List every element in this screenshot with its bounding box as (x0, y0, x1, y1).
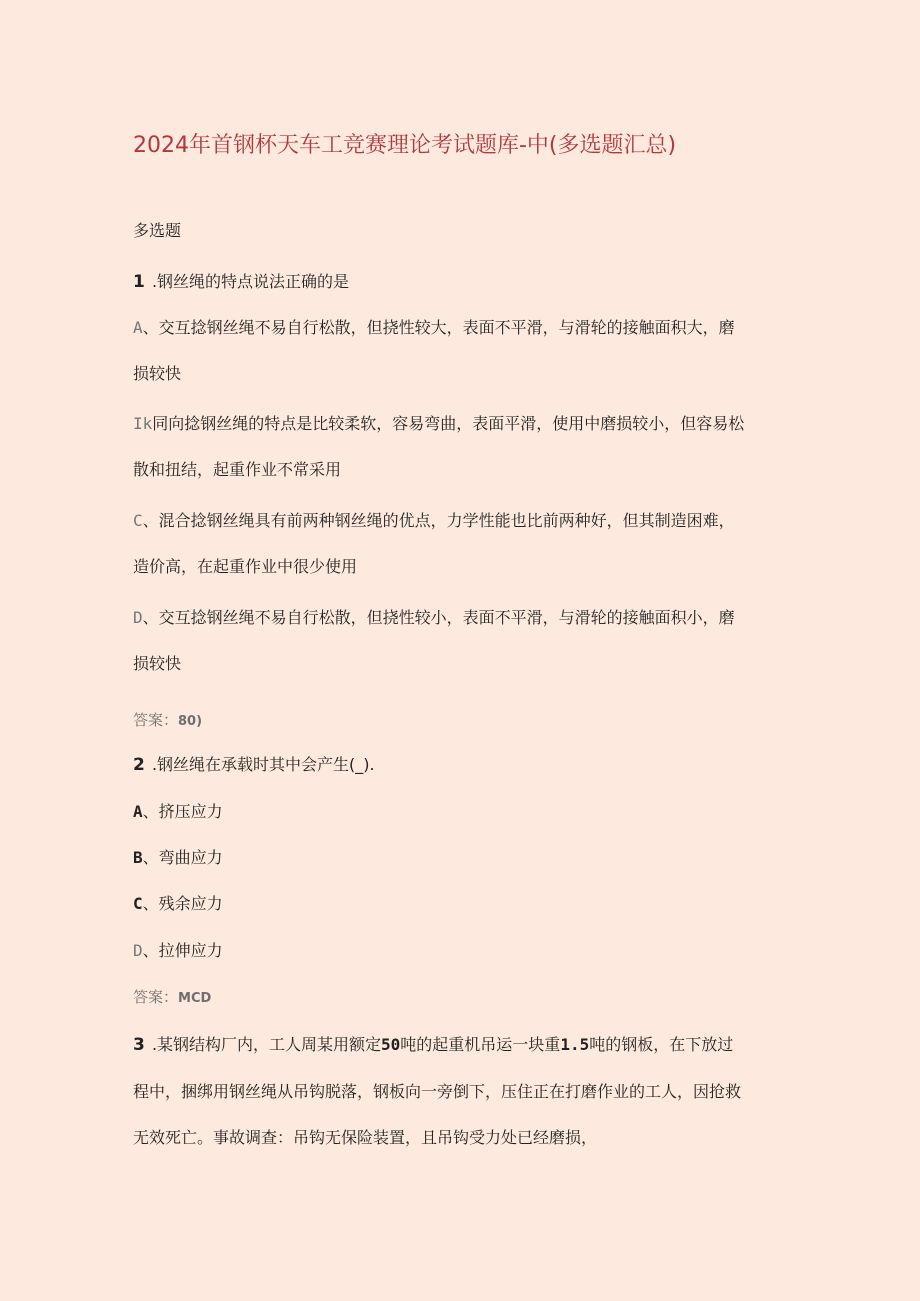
question-text: .钢丝绳的特点说法正确的是 (151, 272, 350, 291)
q1-option-c-line2: 造价高，在起重作业中很少使用 (133, 557, 358, 576)
question-text: 吨的起重机吊运一块重 (400, 1035, 561, 1054)
q2-option-d (133, 938, 223, 961)
option-letter: B (133, 848, 143, 867)
question-2-stem (133, 752, 375, 775)
q1-option-d-line1 (133, 605, 735, 628)
option-text: 、交互捻钢丝绳不易自行松散，但挠性较小，表面不平滑，与滑轮的接触面积小，磨 (142, 608, 735, 627)
document-title: 2024年首钢杯天车工竞赛理论考试题库-中(多选题汇总) (133, 133, 677, 158)
tonnage-value: 50 (381, 1035, 401, 1054)
option-letter: C (133, 894, 143, 913)
q2-option-a (133, 799, 223, 822)
option-letter: A (133, 318, 143, 337)
answer-value: 80) (178, 714, 203, 729)
answer-value: MCD (178, 991, 212, 1006)
question-text: .钢丝绳在承载时其中会产生(_). (151, 755, 375, 774)
option-text: 、交互捻钢丝绳不易自行松散，但挠性较大，表面不平滑，与滑轮的接触面积大，磨 (142, 318, 735, 337)
option-letter: C (133, 511, 143, 530)
q1-option-b-line2: 散和扭结，起重作业不常采用 (133, 460, 342, 479)
option-text: 、残余应力 (142, 894, 223, 913)
q1-option-a-line2: 损较快 (133, 364, 182, 383)
question-text: .某钢结构厂内，工人周某用额定 (151, 1035, 382, 1054)
q2-option-b (133, 845, 223, 868)
question-3-line2: 程中，捆绑用钢丝绳从吊钩脱落，钢板向一旁倒下，压住正在打磨作业的工人，因抢救 (133, 1082, 742, 1101)
option-text: 、混合捻钢丝绳具有前两种钢丝绳的优点，力学性能也比前两种好，但其制造困难， (142, 511, 735, 530)
question-text: 吨的钢板，在下放过 (589, 1035, 734, 1054)
question-number: 2 (133, 755, 147, 775)
option-letter: A (133, 802, 143, 821)
option-text: 同向捻钢丝绳的特点是比较柔软，容易弯曲，表面平滑，使用中磨损较小，但容易松 (152, 414, 745, 433)
weight-value: 1.5 (560, 1035, 590, 1054)
q1-option-d-line2: 损较快 (133, 654, 182, 673)
q2-answer (133, 986, 211, 1007)
question-number: 3 (133, 1035, 147, 1055)
option-text: 、弯曲应力 (142, 848, 223, 867)
option-text: 、挤压应力 (142, 802, 223, 821)
section-label: 多选题 (133, 221, 182, 240)
q1-option-c-line1 (133, 508, 735, 531)
question-3-line3: 无效死亡。事故调查：吊钩无保险装置，且吊钩受力处已经磨损， (133, 1128, 598, 1147)
answer-label: 答案： (133, 711, 179, 729)
option-letter: D (133, 608, 143, 627)
question-number: 1 (133, 272, 147, 292)
option-letter: D (133, 941, 143, 960)
q1-answer (133, 709, 202, 730)
q1-option-b-line1 (133, 411, 744, 434)
q2-option-c (133, 891, 223, 914)
q1-option-a-line1 (133, 315, 735, 338)
answer-label: 答案： (133, 988, 179, 1006)
option-letter: Ik (133, 414, 153, 433)
option-text: 、拉伸应力 (142, 941, 223, 960)
question-1-stem (133, 269, 349, 292)
question-3-line1 (133, 1032, 733, 1055)
